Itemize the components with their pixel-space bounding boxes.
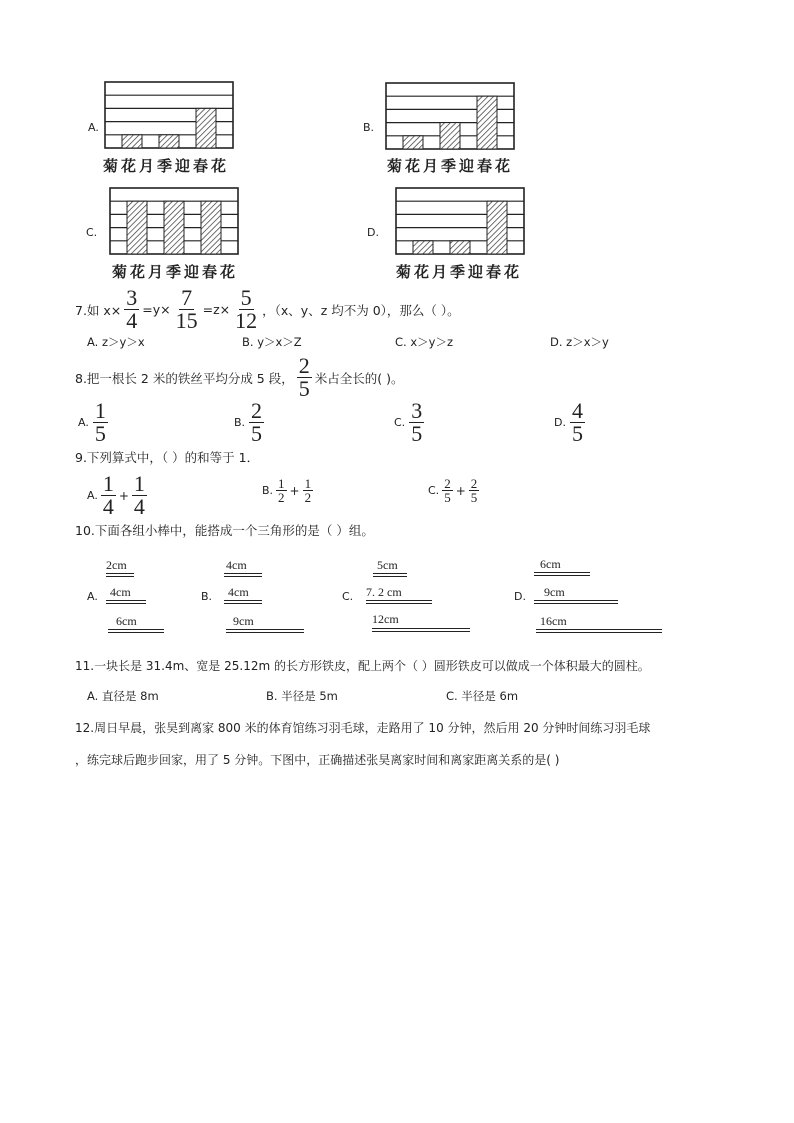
- q10-question: 10.下面各组小棒中，能搭成一个三角形的是（ ）组。: [75, 523, 374, 538]
- q10-b-stick2: [224, 600, 262, 604]
- q10-option-b-letter[interactable]: B.: [201, 590, 213, 603]
- q9-question: 9.下列算式中，（ ）的和等于 1．: [75, 450, 260, 465]
- q11-option-a[interactable]: A. 直径是 8m: [87, 689, 159, 703]
- bar: [122, 135, 142, 148]
- bar: [477, 96, 497, 149]
- q7-option-c[interactable]: C. x＞y＞z: [395, 335, 453, 349]
- q9-option-a[interactable]: A. $\frac{1}{4}$ + $\frac{1}{4}$: [87, 471, 145, 519]
- q11-option-c[interactable]: C. 半径是 6m: [446, 689, 519, 703]
- q10-d-stick3-label: 16cm: [540, 614, 567, 628]
- bar: [487, 201, 507, 254]
- q10-b-stick3-label: 9cm: [233, 614, 254, 628]
- q6-option-a-caption: 菊花月季迎春花: [103, 157, 230, 175]
- bar: [196, 108, 216, 148]
- bar: [403, 136, 423, 149]
- q10-a-stick2-label: 4cm: [110, 585, 131, 599]
- q8-option-c[interactable]: C. $\frac{3}{5}$: [394, 398, 423, 446]
- q6-option-c-letter[interactable]: C.: [86, 226, 98, 239]
- q10-b-stick1-label: 4cm: [226, 558, 247, 572]
- bar: [201, 201, 221, 254]
- bar: [450, 241, 470, 254]
- q10-c-stick1-label: 5cm: [377, 558, 398, 572]
- q10-c-stick2-label: 7. 2 cm: [366, 585, 402, 599]
- q10-option-a-letter[interactable]: A.: [87, 590, 98, 603]
- q12-line1: 12.周日早晨，张昊到离家 800 米的体育馆练习羽毛球，走路用了 10 分钟，然后用 20 分钟时间练习羽毛球: [75, 721, 651, 735]
- q7-option-a[interactable]: A. z＞y＞x: [87, 335, 145, 349]
- q10-d-stick2: [534, 600, 618, 604]
- q10-a-stick3: [108, 629, 164, 633]
- q10-option-d-letter[interactable]: D.: [514, 590, 526, 603]
- q11-option-b[interactable]: B. 半径是 5m: [266, 689, 338, 703]
- bar: [413, 241, 433, 254]
- q10-d-stick2-label: 9cm: [544, 585, 565, 599]
- q10-a-stick1: [106, 573, 134, 577]
- q10-d-stick1: [534, 572, 590, 576]
- q6-option-c-caption: 菊花月季迎春花: [112, 263, 239, 281]
- bar: [159, 135, 179, 148]
- q9-option-b[interactable]: B. $\frac{1}{2}$ + $\frac{1}{2}$: [262, 476, 312, 505]
- q10-b-stick2-label: 4cm: [228, 585, 249, 599]
- q6-option-b-letter[interactable]: B.: [363, 121, 375, 134]
- q10-c-stick1: [373, 573, 407, 577]
- q8-option-b[interactable]: B. $\frac{2}{5}$: [234, 398, 263, 446]
- q12-line2: ，练完球后跑步回家，用了 5 分钟。下图中，正确描述张昊离家时间和离家距离关系的是( ): [75, 753, 560, 767]
- q10-c-stick2: [366, 600, 432, 604]
- q6-option-a-chart: [103, 80, 235, 150]
- q10-a-stick1-label: 2cm: [106, 558, 127, 572]
- q10-b-stick1: [224, 573, 262, 577]
- q7-question: 7.如 x× $\frac{3}{4}$ =y× $\frac{7}{15}$ =z× $\frac{5}{12}$ ，（x、y、z 均不为 0），那么（ ）。: [75, 285, 460, 333]
- q10-c-stick3: [372, 628, 470, 632]
- q8-option-a[interactable]: A. $\frac{1}{5}$: [78, 398, 106, 446]
- q6-option-d-chart: [394, 186, 528, 256]
- q10-d-stick3: [536, 629, 662, 633]
- q10-option-c-letter[interactable]: C.: [342, 590, 354, 603]
- q6-option-a-letter[interactable]: A.: [88, 121, 99, 134]
- q9-option-c[interactable]: C. $\frac{2}{5}$ + $\frac{2}{5}$: [428, 476, 478, 505]
- q10-b-stick3: [226, 629, 304, 633]
- q7-option-d[interactable]: D. z＞x＞y: [550, 335, 609, 349]
- q6-option-b-chart: [384, 81, 518, 151]
- q6-option-d-caption: 菊花月季迎春花: [396, 263, 523, 281]
- bar: [164, 201, 184, 254]
- q6-option-c-chart: [108, 186, 242, 256]
- bar: [440, 123, 460, 149]
- q6-option-d-letter[interactable]: D.: [367, 226, 379, 239]
- q8-question: 8.把一根长 2 米的铁丝平均分成 5 段， $\frac{2}{5}$ 米占全长的( )。: [75, 353, 404, 401]
- q8-option-d[interactable]: D. $\frac{4}{5}$: [554, 398, 583, 446]
- q10-c-stick3-label: 12cm: [372, 612, 399, 626]
- q7-option-b[interactable]: B. y＞x＞Z: [242, 335, 302, 349]
- bar: [127, 201, 147, 254]
- q6-option-b-caption: 菊花月季迎春花: [387, 157, 514, 175]
- q10-d-stick1-label: 6cm: [540, 557, 561, 571]
- q11-question: 11.一块长是 31.4m、宽是 25.12m 的长方形铁皮，配上两个（ ）圆形铁皮可以做成一个体积最大的圆柱。: [75, 659, 650, 673]
- q10-a-stick3-label: 6cm: [116, 614, 137, 628]
- q10-a-stick2: [106, 600, 146, 604]
